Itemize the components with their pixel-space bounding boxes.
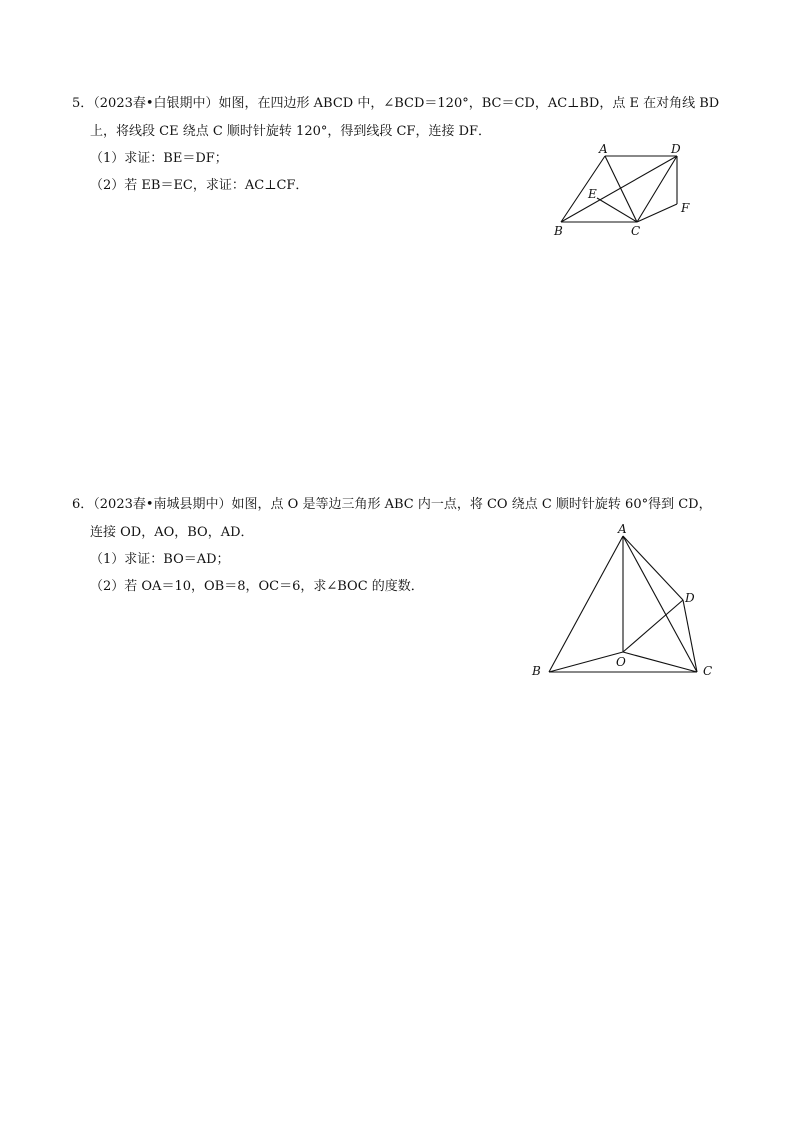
label-c: C [631, 224, 641, 238]
label-a: A [599, 142, 608, 156]
label-c: C [703, 664, 713, 678]
segment-ab [561, 156, 605, 222]
label-b: B [554, 224, 563, 238]
problem6-line1: 6．（2023春•南城县期中）如图，点 O 是等边三角形 ABC 内一点，将 CO 绕点 C 顺时针旋转 60°得到 CD， [72, 497, 712, 512]
label-a: A [618, 522, 627, 536]
segment-bo [549, 652, 623, 672]
label-d: D [671, 142, 681, 156]
problem5-line1: 5．（2023春•白银期中）如图，在四边形 ABCD 中，∠BCD＝120°，BC＝CD，AC⊥BD，点 E 在对角线 BD [72, 96, 720, 111]
problem6-line2: 连接 OD，AO，BO，AD． [90, 525, 254, 540]
label-e: E [588, 187, 597, 201]
segment-cd [683, 600, 697, 672]
problem6-figure [525, 520, 725, 685]
problem5-line2: 上，将线段 CE 绕点 C 顺时针旋转 120°，得到线段 CF，连接 DF． [90, 124, 492, 139]
problem6-part2: （2）若 OA＝10，OB＝8，OC＝6，求∠BOC 的度数． [90, 579, 424, 594]
problem5-part1: （1）求证：BE＝DF； [90, 151, 228, 166]
label-o: O [616, 655, 626, 669]
segment-ab [549, 536, 623, 672]
problem5-part2: （2）若 EB＝EC，求证：AC⊥CF． [90, 178, 309, 193]
problem5-figure [545, 140, 705, 240]
label-b: B [532, 664, 541, 678]
segment-od [623, 600, 683, 652]
problem6-part1: （1）求证：BO＝AD； [90, 552, 230, 567]
segment-oc [623, 652, 697, 672]
segment-cd [637, 156, 677, 222]
label-d: D [685, 591, 695, 605]
label-f: F [681, 201, 690, 215]
